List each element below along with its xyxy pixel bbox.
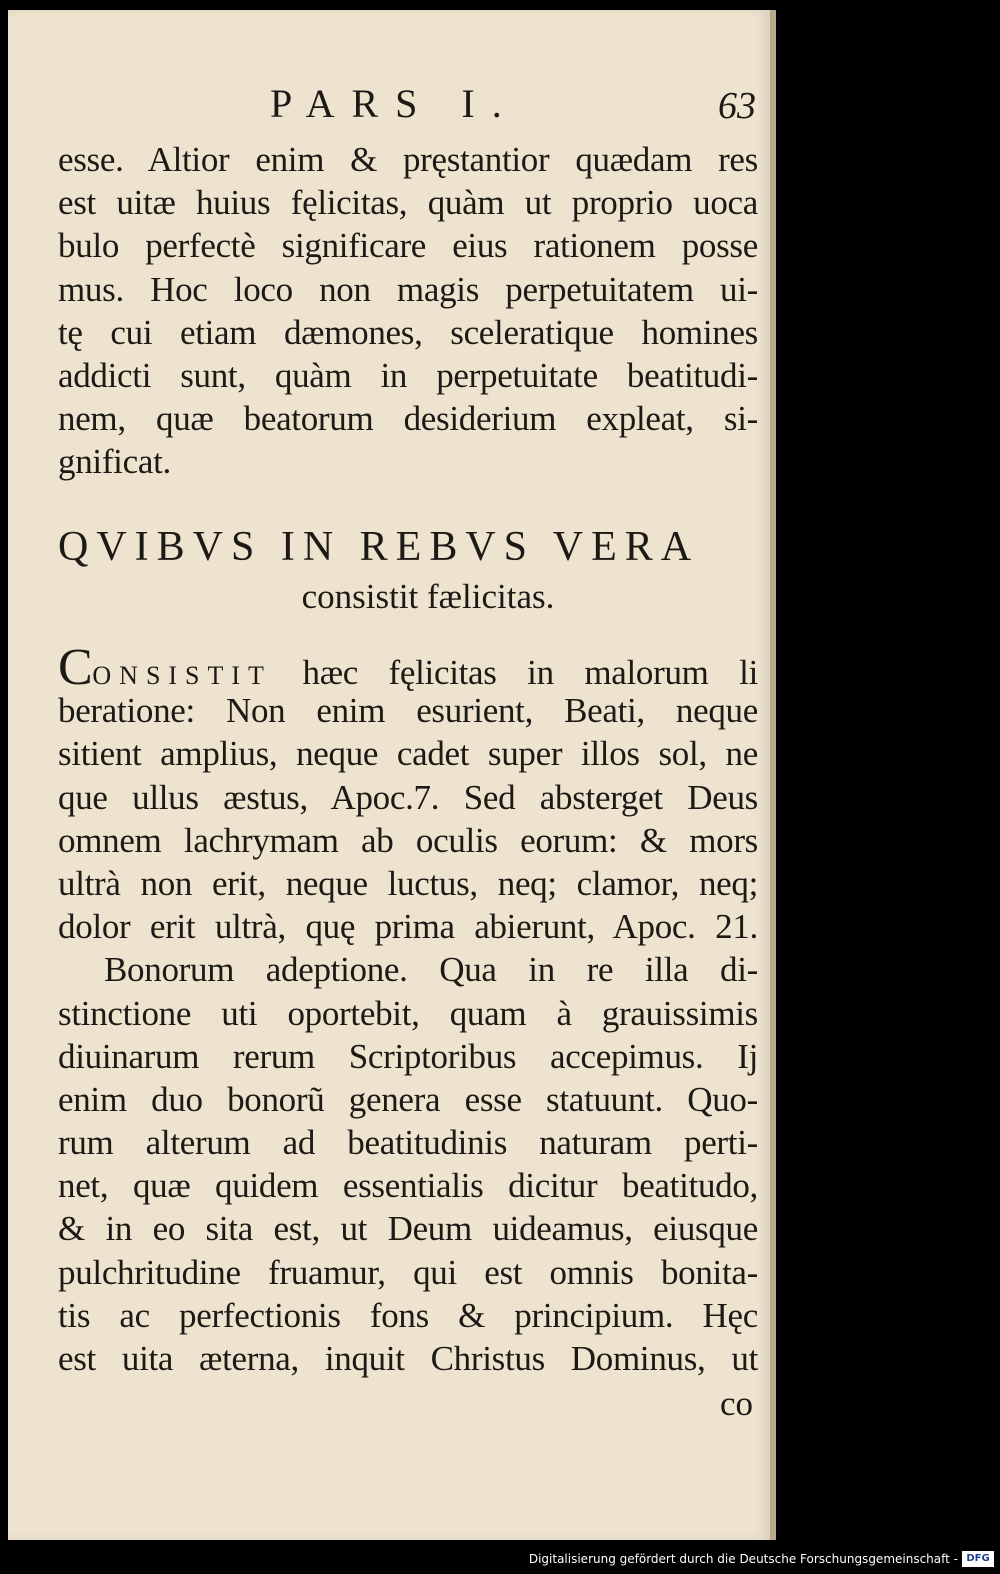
drop-capital: C (58, 639, 93, 696)
dfg-logo-icon: DFG (962, 1551, 994, 1567)
text-line: omnem lachrymam ab oculis eorum: & mors (58, 820, 758, 860)
text-line: que ullus æstus, Apoc.7. Sed absterget Deus (58, 777, 758, 817)
text-line: diuinarum rerum Scriptoribus accepimus. Ij (58, 1036, 758, 1076)
text-line: mus. Hoc loco non magis perpetuitatem ui- (58, 269, 758, 309)
heading-title: QVIBVS IN REBVS VERA (58, 524, 700, 570)
paragraph-continuation (58, 138, 758, 484)
opening-line (58, 639, 758, 696)
text-line: bulo perfectè significare eius rationem posse (58, 226, 758, 266)
text-line: stinctione uti oportebit, quam à grauissimis (58, 993, 758, 1033)
text-line: est uitæ huius fęlicitas, quàm ut proprio uoca (58, 183, 758, 223)
book-page (8, 10, 770, 1540)
page-header (8, 80, 770, 140)
section-heading (58, 520, 758, 620)
page-number: 63 (718, 85, 756, 127)
text-line: rum alterum ad beatitudinis naturam perti- (58, 1123, 758, 1163)
small-caps-word: ONSISTIT (92, 661, 272, 690)
text-line: gnificat. (58, 442, 171, 482)
text-line: Bonorum adeptione. Qua in re illa di- (104, 950, 758, 990)
text-line: esse. Altior enim & pręstantior quædam res (58, 140, 758, 179)
text-line: net, quæ quidem essentialis dicitur beatitudo, (58, 1166, 758, 1206)
opening-line-rest: hæc fęlicitas in malorum li (271, 653, 758, 692)
text-line: enim duo bonorũ genera esse statuunt. Quo- (58, 1079, 758, 1119)
text-line: tis ac perfectionis fons & principium. Hęc (58, 1295, 758, 1335)
text-line: est uita æterna, inquit Christus Dominus, ut (58, 1339, 758, 1378)
text-line: ultrà non erit, neque luctus, neq; clamor, neq; (58, 863, 758, 903)
text-line: sitient amplius, neque cadet super illos sol, ne (58, 734, 758, 774)
heading-subtitle: consistit fælicitas. (301, 577, 555, 616)
catchword: co (720, 1384, 754, 1423)
main-text (58, 639, 758, 1380)
text-line: & in eo sita est, ut Deum uideamus, eiusque (58, 1209, 758, 1249)
running-head: PARS I. (270, 81, 519, 126)
page-edge (770, 10, 776, 1540)
footer-bar (0, 1548, 1000, 1574)
text-line: dolor erit ultrà, quę prima abierunt, Apoc. 21. (58, 907, 758, 947)
text-line: tę cui etiam dæmones, sceleratique homines (58, 312, 758, 352)
footer-credit: Digitalisierung gefördert durch die Deutsche Forschungsgemeinschaft - (528, 1552, 958, 1566)
text-line: nem, quæ beatorum desiderium expleat, si- (58, 399, 758, 439)
text-line: addicti sunt, quàm in perpetuitate beatitudi- (58, 355, 758, 395)
text-line: pulchritudine fruamur, qui est omnis bonita- (58, 1252, 758, 1292)
text-line: beratione: Non enim esurient, Beati, neque (58, 691, 758, 731)
